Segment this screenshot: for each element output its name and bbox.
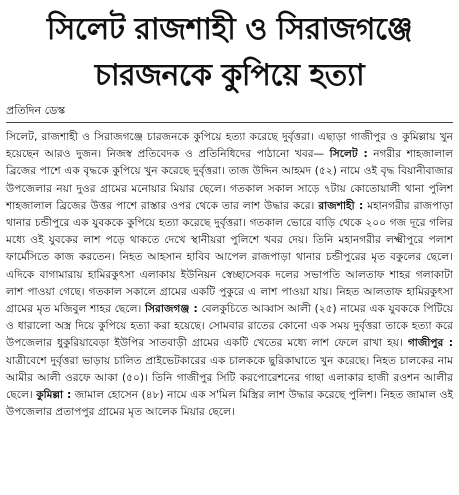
sylhet-label: সিলেট : bbox=[329, 148, 368, 161]
sirajganj-text: বেলকুচিতে আব্বাস আলী (২৫) নামের এক যুবককে পিটিয়ে ও ধারালো অস্ত্র দিয়ে কুপিয়ে হত্যা করা হয়েছে। সোমবার রাতের কোনো এক সময় দুর্বৃত্তরা তাকে হত্যা করে উপজেলার ধুকুরিয়াবেড়া ইউপির সাতবাড়ী গ্রামের একটি খেতের মধ্যে লাশ ফেলে রাখা হয়। bbox=[6, 303, 453, 350]
cumilla-text: জামাল হোসেন (৪৮) নামে এক স'মিল মিস্ত্রির লাশ উদ্ধার করেছে পুলিশ। নিহত জামাল ওই উপজেলার প্রতাপপুর গ্রামের মৃত আলেক মিয়ার ছেলে। bbox=[6, 389, 454, 419]
byline: প্রতিদিন ডেস্ক bbox=[6, 104, 66, 117]
sirajganj-label: সিরাজগঞ্জ : bbox=[145, 303, 198, 316]
intro-text: সিলেট, রাজশাহী ও সিরাজগঞ্জে চারজনকে কুপিয়ে হত্যা করেছে দুর্বৃত্তরা। এছাড়া গাজীপুর ও কুমিল্লায় খুন হয়েছেন আরও দুজন। নিজস্ব প্রতিবেদক ও প্রতিনিধিদের পাঠানো খবর— bbox=[6, 131, 453, 161]
article-body bbox=[6, 129, 453, 421]
sylhet-text: নগরীর শাহজালাল ব্রিজের পাশে এক বৃদ্ধকে কুপিয়ে খুন করেছে দুর্বৃত্তরা। তাজ উদ্দিন আহমদ (৫২) নামে ওই বৃদ্ধ বিয়ানীবাজার উপজেলার নয়া দুওর গ্রামের মনোয়ার মিয়ার ছেলে। গতকাল সকাল সাড়ে ৭টায় কোতোয়ালী থানা পুলিশ শাহজালাল ব্রিজের উত্তর পাশে রাস্তার ওপর থেকে তার লাশ উদ্ধার করে। bbox=[6, 148, 453, 212]
rajshahi-text: মহানগরীর রাজপাড়া থানার চন্ডীপুরে এক যুবককে কুপিয়ে হত্যা করেছে দুর্বৃত্তরা। গতকাল ভোরে বাড়ি থেকে ২০০ গজ দূরে গলির মধ্যে ওই যুবকের লাশ পড়ে থাকতে দেখে স্থানীয়রা পুলিশে খবর দেয়। তিনি মহানগরীর লক্ষ্মীপুরে পলাশ ফার্মেসিতে কাজ করতেন। নিহত আহসান হাবিব আপেল রাজপাড়া থানার চন্ডীপুরের মৃত বকুলের ছেলে। এদিকে বাগামারায় হামিরকুৎসা এলাকায় ইউনিয়ন স্বেচ্ছাসেবক দলের সভাপতি আলতাফ শাহর গলাকাটা লাশ পাওয়া গেছে। গতকাল সকালে গ্রামের একটি পুকুরে এ লাশ পাওয়া যায়। নিহত আলতাফ হামিরকুৎসা গ্রামের মৃত মজিবুল শাহর ছেলে। bbox=[6, 199, 453, 316]
headline-line-2: চারজনকে কুপিয়ে হত্যা bbox=[94, 58, 365, 93]
headline-line-1: সিলেট রাজশাহী ও সিরাজগঞ্জে bbox=[46, 12, 413, 47]
gazipur-label: গাজীপুর : bbox=[407, 337, 453, 350]
gazipur-text: যাত্রীবেশে দুর্বৃত্তরা ভাড়ায় চালিত প্রাইভেটকারের এক চালককে ছুরিকাঘাতে খুন করেছে। নিহত চালকের নাম আমীর আলী ওরফে আকা (৫০)। তিনি গাজীপুর সিটি করপোরেশনের গাছা এলাকার হাজী রওশন আলীর ছেলে। bbox=[6, 354, 453, 402]
cumilla-label: কুমিল্লা : bbox=[36, 389, 72, 402]
rajshahi-label: রাজশাহী : bbox=[318, 199, 364, 212]
byline-divider bbox=[6, 122, 453, 123]
